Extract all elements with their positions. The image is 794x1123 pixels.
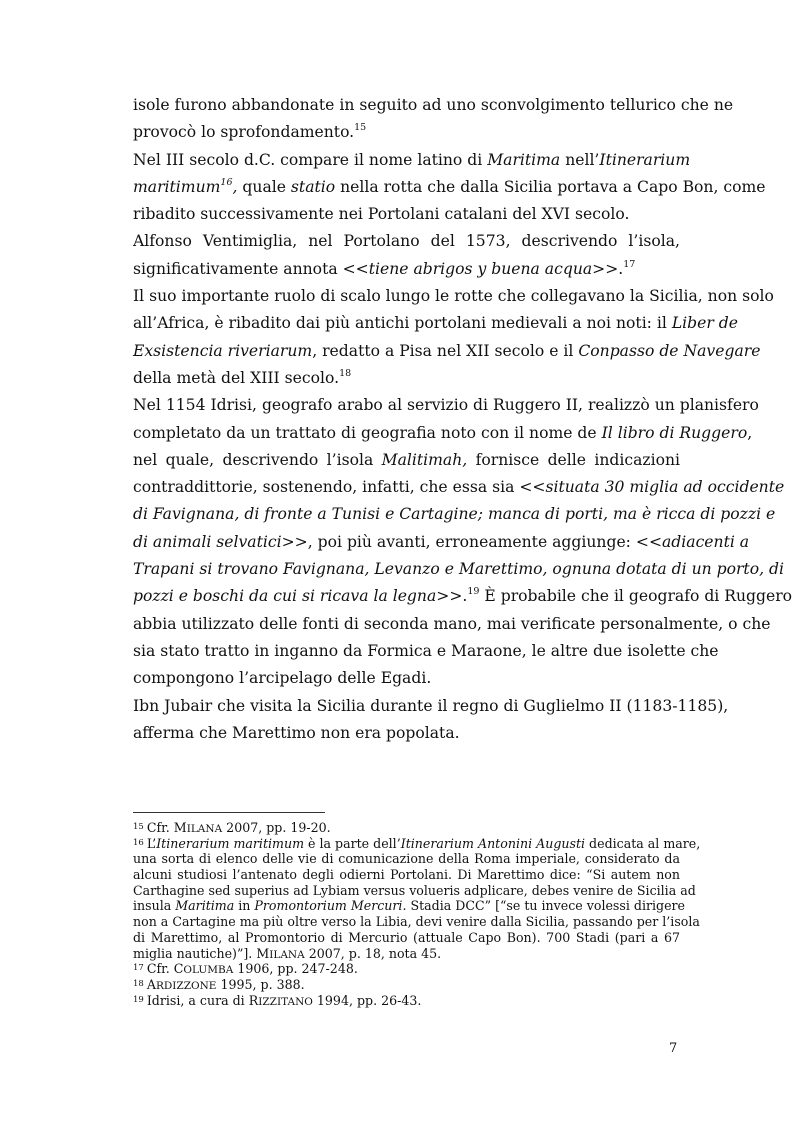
text-run: abbia utilizzato delle fonti di seconda mano, mai verificate personalmente, o che xyxy=(133,614,771,633)
italic-text: Itinerarium xyxy=(599,150,691,169)
body-line xyxy=(133,474,785,501)
footnote-line xyxy=(133,930,680,946)
italic-text: Liber de xyxy=(671,314,739,333)
text-run: M xyxy=(256,945,270,961)
footnote-number: 16 xyxy=(133,837,144,848)
text-run: Cfr. xyxy=(146,961,174,977)
italic-text: Malitimah, xyxy=(381,450,468,469)
text-run: L’ xyxy=(146,835,157,851)
body-line xyxy=(133,665,680,692)
footnote-separator xyxy=(133,812,325,813)
text-run: >>, poi più avanti, erroneamente aggiunge: << xyxy=(281,532,663,551)
italic-text: pozzi e boschi da cui si ricava la legna xyxy=(133,587,437,606)
body-line xyxy=(133,501,776,528)
footnote-line xyxy=(133,946,680,962)
small-caps-text: RDIZZONE xyxy=(155,979,217,992)
text-run: Il suo importante ruolo di scalo lungo le rotte che collegavano la Sicilia, non solo xyxy=(133,287,774,306)
footnote-reference: 17 xyxy=(623,258,636,270)
small-caps-text: OLUMBA xyxy=(183,964,234,977)
footnote-number: 17 xyxy=(133,963,144,974)
italic-text: di animali selvatici xyxy=(133,532,282,551)
text-run: una sorta di elenco delle vie di comunicazione della Roma imperiale, considerato da xyxy=(133,851,680,867)
text-run: C xyxy=(173,961,184,977)
text-run: >>. xyxy=(592,259,624,278)
footnote-number: 18 xyxy=(133,978,144,989)
text-run: in xyxy=(234,898,255,914)
italic-text: Trapani si trovano Favignana, Levanzo e Marettimo, ognuna dotata di un porto, di xyxy=(133,560,784,579)
text-run: della metà del XIII secolo. xyxy=(133,368,340,387)
text-run: nel quale, descrivendo l’isola xyxy=(133,450,382,469)
text-run: Nel 1154 Idrisi, geografo arabo al servizio di Ruggero II, realizzò un planisfero xyxy=(133,396,759,415)
italic-text: Maritima xyxy=(175,898,235,914)
text-run: 1995, p. 388. xyxy=(216,976,305,992)
text-run: all’Africa, è ribadito dai più antichi portolani medievali a noi noti: il xyxy=(133,314,672,333)
text-run: ribadito successivamente nei Portolani catalani del XVI secolo. xyxy=(133,205,630,224)
footnote-line xyxy=(133,851,680,867)
text-run: contraddittorie, sostenendo, infatti, che essa sia << xyxy=(133,478,546,497)
footnote-reference: 15 xyxy=(354,122,367,134)
text-run: Idrisi, a cura di xyxy=(146,992,249,1008)
body-line xyxy=(133,147,691,174)
body-line xyxy=(133,638,719,665)
body-line xyxy=(133,392,759,419)
italic-text: , xyxy=(232,177,238,196)
text-run: nella rotta che dalla Sicilia portava a Capo Bon, come xyxy=(335,177,766,196)
footnote-number: 19 xyxy=(133,994,144,1005)
page-number: 7 xyxy=(669,1041,678,1056)
italic-text: di Favignana, di fronte a Tunisi e Cartagine; manca di porti, ma è ricca di pozzi e xyxy=(133,505,776,524)
italic-text: Il libro di Ruggero xyxy=(601,423,748,442)
text-run: Alfonso Ventimiglia, nel Portolano del 1573, descrivendo l’isola, xyxy=(133,232,680,251)
small-caps-text: ILANA xyxy=(186,823,223,835)
body-line xyxy=(133,174,766,201)
body-line xyxy=(133,256,680,283)
text-run: 2007, p. 18, nota 45. xyxy=(304,945,442,961)
footnote-line xyxy=(133,867,680,883)
text-run: >>. xyxy=(436,587,468,606)
body-line xyxy=(133,420,753,447)
body-line xyxy=(133,119,680,146)
footnote-line xyxy=(133,914,700,930)
body-line xyxy=(133,611,771,638)
text-run: , xyxy=(747,423,753,442)
italic-text: Itinerarium Antonini Augusti xyxy=(400,835,586,851)
italic-text: statio xyxy=(290,177,336,196)
text-run: completato da un trattato di geografia noto con il nome de xyxy=(133,423,602,442)
body-line xyxy=(133,201,680,228)
footnote-reference: 19 xyxy=(467,586,480,598)
text-run: nell’ xyxy=(560,150,600,169)
text-run: Ibn Jubair che visita la Sicilia durante il regno di Guglielmo II (1183-1185), xyxy=(133,696,729,715)
text-run: provocò lo sprofondamento. xyxy=(133,123,355,142)
italic-text: maritimum xyxy=(133,177,221,196)
text-run: significativamente annota << xyxy=(133,259,369,278)
text-run: È probabile che il geografo di Ruggero xyxy=(479,587,793,606)
text-run: miglia nautiche)”]. xyxy=(133,945,257,961)
text-run: alcuni studiosi l’antenato degli odierni Portolani. Di Marettimo dice: “Si autem non xyxy=(133,867,680,883)
body-line xyxy=(133,556,784,583)
body-line xyxy=(133,529,750,556)
italic-text: Exsistencia riveriarum xyxy=(133,341,313,360)
italic-text: Conpasso de Navegare xyxy=(578,341,761,360)
footnote-reference: 16 xyxy=(220,176,233,188)
body-line xyxy=(133,92,734,119)
body-line xyxy=(133,228,680,255)
body-line xyxy=(133,338,761,365)
body-line xyxy=(133,283,774,310)
text-run: . Stadia DCC” [“se tu invece volessi dirigere xyxy=(402,898,686,914)
text-run: insula xyxy=(133,898,176,914)
text-run: Carthagine sed superius ad Lybiam versus volueris adplicare, debes venire de Sicilia ad xyxy=(133,882,696,898)
body-line xyxy=(133,365,680,392)
text-run: non a Cartagine ma più oltre verso la Libia, devi venire dalla Sicilia, passando per l’isola xyxy=(133,914,700,930)
small-caps-text: IZZITANO xyxy=(258,995,313,1008)
body-line xyxy=(133,310,739,337)
text-run: M xyxy=(173,820,187,835)
body-line xyxy=(133,693,729,720)
italic-text: tiene abrigos y buena acqua xyxy=(368,259,593,278)
text-run: 1906, pp. 247-248. xyxy=(233,961,358,977)
body-text xyxy=(133,92,793,747)
text-run: è la parte dell’ xyxy=(304,835,401,851)
footnote-line xyxy=(133,977,680,993)
footnote-line xyxy=(133,882,696,899)
footnotes xyxy=(133,820,701,1008)
footnote-line xyxy=(133,898,686,914)
footnote-reference: 18 xyxy=(339,367,352,379)
text-run: 2007, pp. 19-20. xyxy=(222,820,331,835)
text-run: A xyxy=(146,976,156,992)
body-line xyxy=(133,583,793,610)
footnote-line xyxy=(133,993,680,1009)
text-run: Nel III secolo d.C. compare il nome latino di xyxy=(133,150,488,169)
italic-text: Maritima xyxy=(487,150,561,169)
text-run: Cfr. xyxy=(146,820,174,835)
text-run: dedicata al mare, xyxy=(585,835,701,851)
italic-text: Promontorium Mercuri xyxy=(254,898,403,914)
text-run: quale xyxy=(237,177,291,196)
text-run: , redatto a Pisa nel XII secolo e il xyxy=(312,341,579,360)
text-run: di Marettimo, al Promontorio di Mercurio (attuale Capo Bon). 700 Stadi (pari a 67 xyxy=(133,929,680,945)
text-run: 1994, pp. 26-43. xyxy=(312,992,422,1008)
body-line xyxy=(133,447,680,474)
text-run: isole furono abbandonate in seguito ad uno sconvolgimento tellurico che ne xyxy=(133,96,734,114)
text-run: compongono l’arcipelago delle Egadi. xyxy=(133,669,432,688)
text-run: sia stato tratto in inganno da Formica e Maraone, le altre due isolette che xyxy=(133,641,719,660)
italic-text: Itinerarium maritimum xyxy=(156,835,305,851)
text-run: fornisce delle indicazioni xyxy=(467,450,680,469)
footnote-line xyxy=(133,835,701,852)
text-run: R xyxy=(248,992,259,1008)
italic-text: adiacenti a xyxy=(662,532,750,551)
italic-text: situata 30 miglia ad occidente xyxy=(545,478,785,497)
text-run: afferma che Marettimo non era popolata. xyxy=(133,723,460,742)
body-line xyxy=(133,720,680,747)
small-caps-text: ILANA xyxy=(269,948,305,961)
footnote-line xyxy=(133,820,680,836)
footnote-line xyxy=(133,961,680,977)
footnote-number: 15 xyxy=(133,822,144,832)
